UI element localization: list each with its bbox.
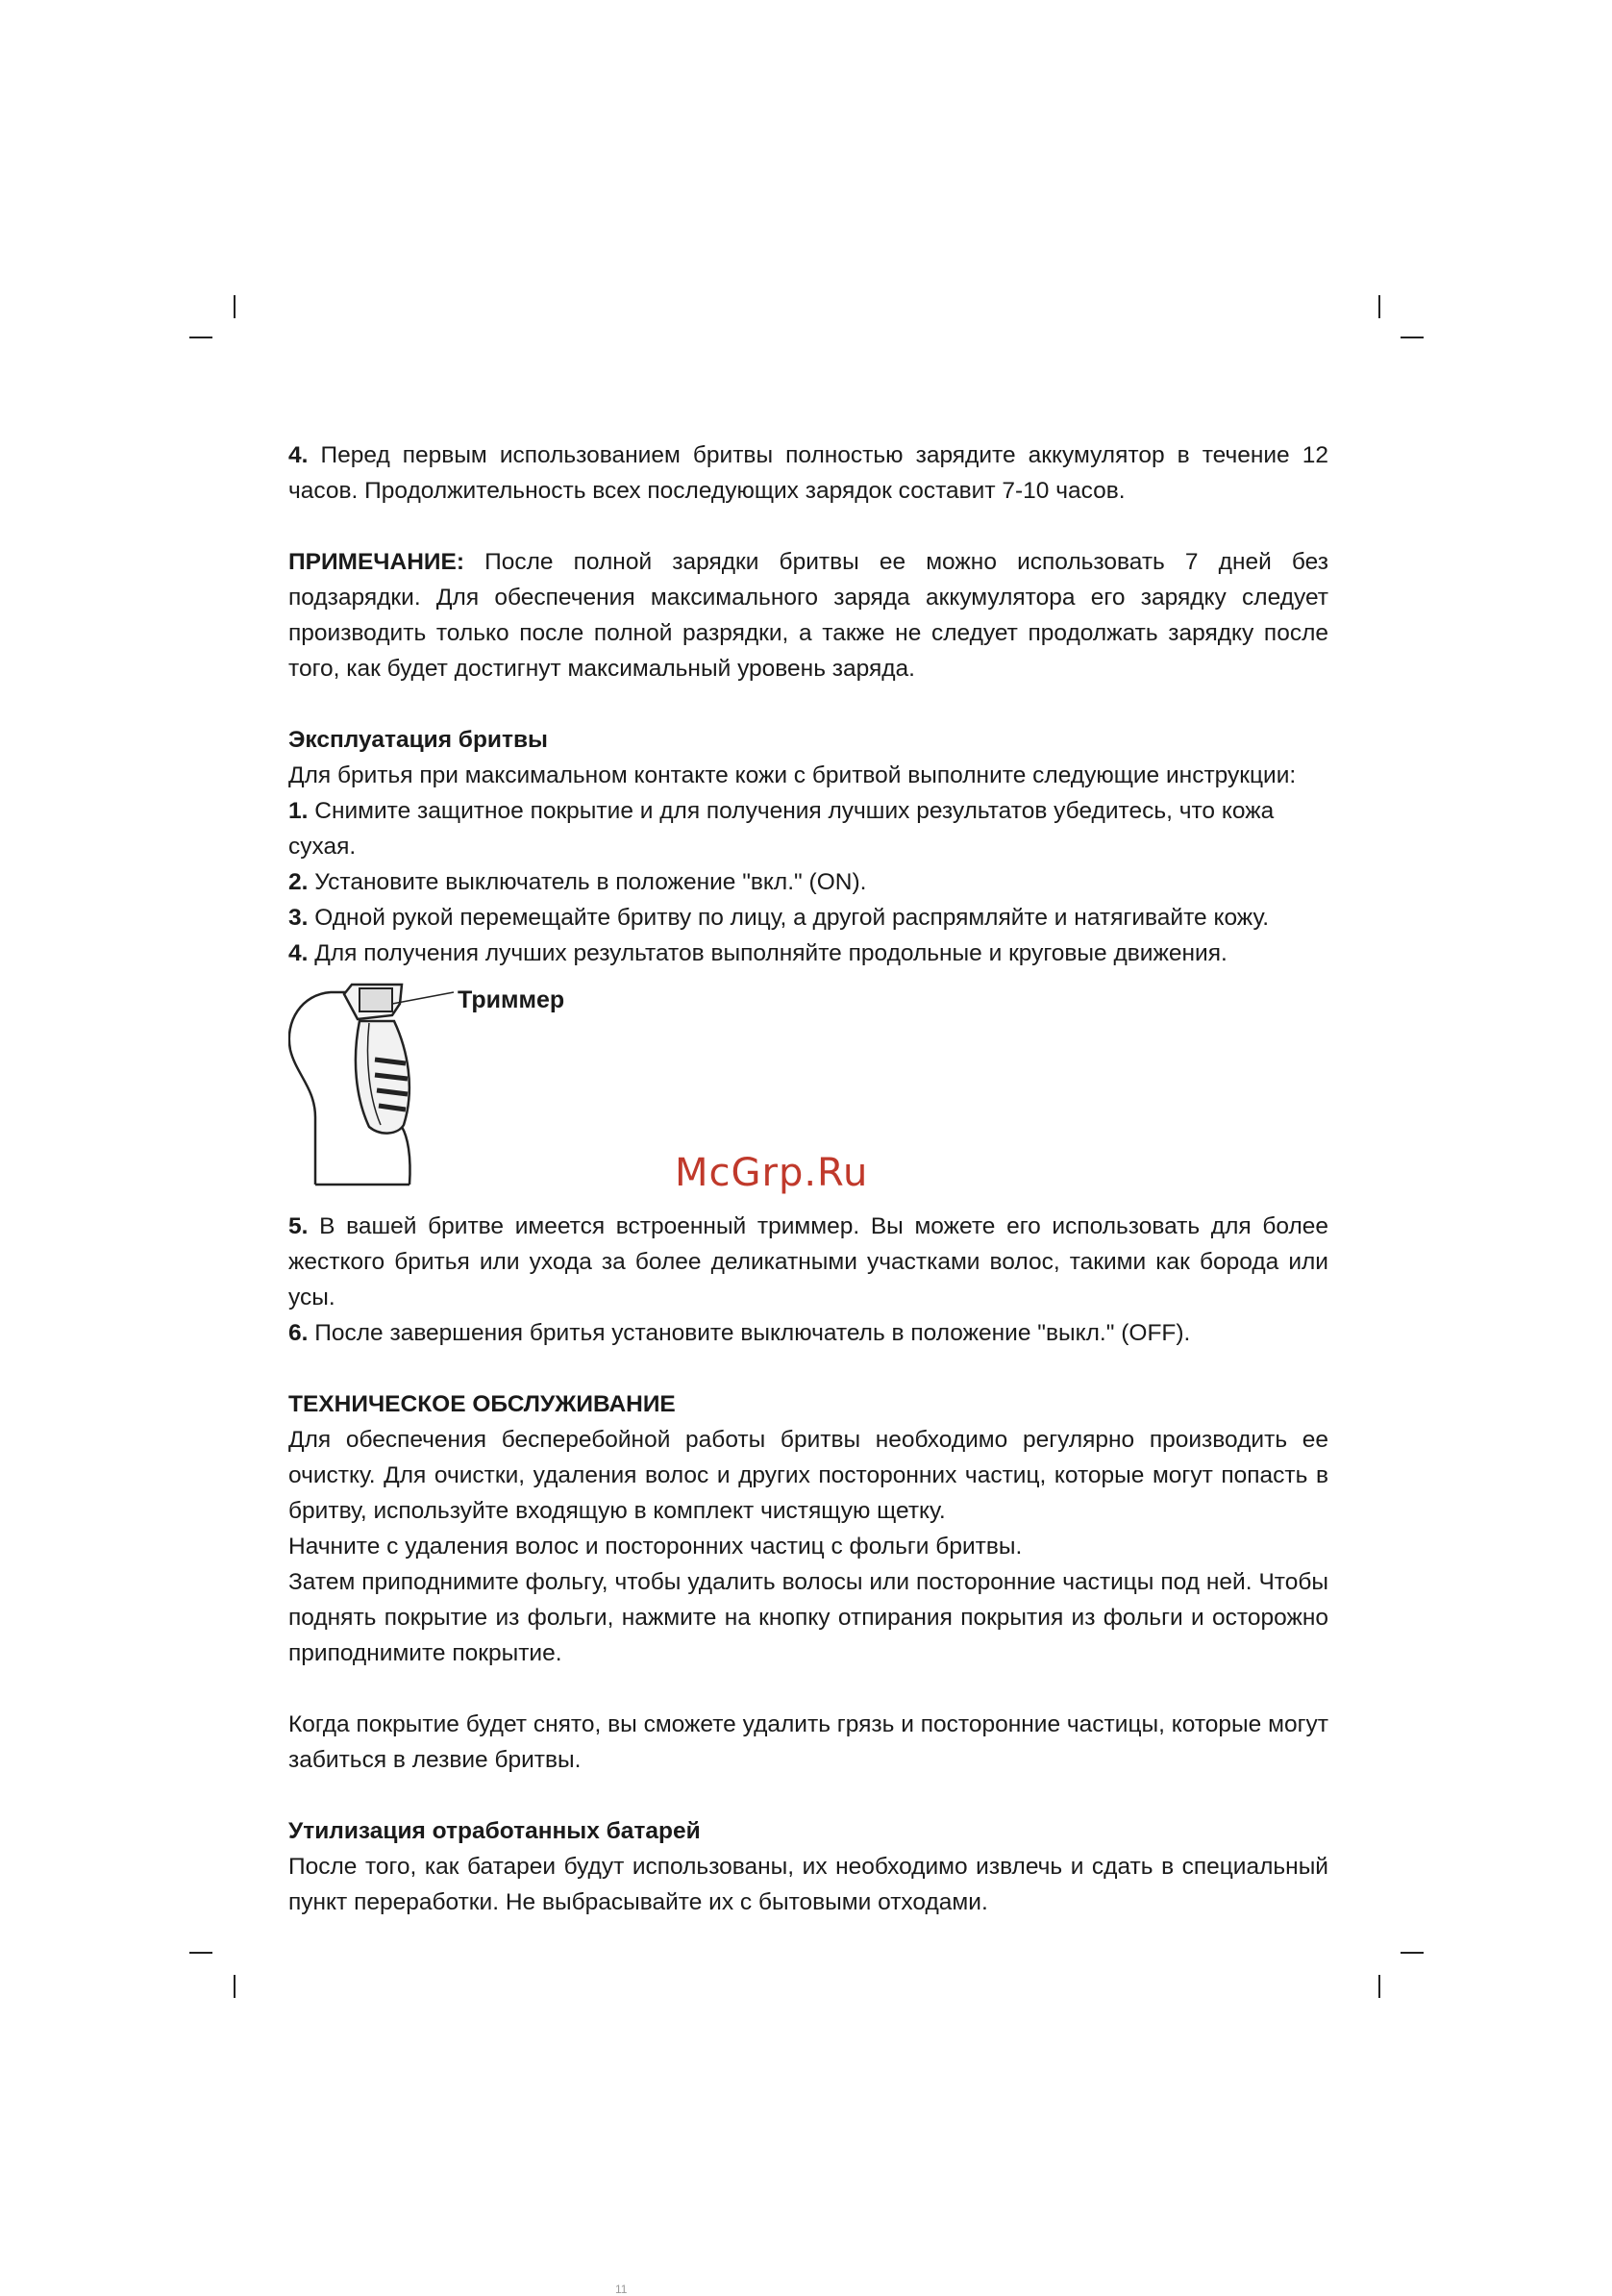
shaver-illustration (288, 983, 461, 1197)
crop-mark-bottom-right-v (1378, 1975, 1380, 1998)
operation-intro: Для бритья при максимальном контакте кожи с бритвой выполните следующие инструкции: (288, 762, 1297, 788)
crop-mark-top-left-h (189, 337, 212, 338)
trimmer-figure (288, 983, 1328, 1197)
maintenance-paragraph: Начните с удаления волос и посторонних частиц с фольги бритвы. (288, 1534, 1023, 1560)
watermark-text: McGrp.Ru (675, 1151, 869, 1195)
document-body (288, 437, 1328, 1920)
charge-instruction: 4. Перед первым использованием бритвы полностью зарядите аккумулятор в течение 12 часов. Продолжительность всех последующих зарядок составит 7-10 часов. (288, 442, 1328, 504)
operation-step: 3. Одной рукой перемещайте бритву по лицу, а другой распрямляйте и натягивайте кожу. (288, 905, 1270, 931)
note-paragraph: ПРИМЕЧАНИЕ: После полной зарядки бритвы ее можно использовать 7 дней без подзарядки. Для обеспечения максимального заряда аккумулятора его зарядку следует производить только после полной разрядки, а также не следует продолжать зарядку после того, как будет достигнут максимальный уровень заряда. (288, 549, 1328, 682)
maintenance-paragraph: Когда покрытие будет снято, вы сможете удалить грязь и посторонние частицы, которые могут забиться в лезвие бритвы. (288, 1711, 1328, 1773)
maintenance-paragraph: Затем приподнимите фольгу, чтобы удалить волосы или посторонние частицы под ней. Чтобы поднять покрытие из фольги, нажмите на кнопку отпирания покрытия из фольги и осторожно приподнимите покрытие. (288, 1569, 1328, 1666)
trimmer-label: Триммер (458, 986, 565, 1013)
trimmer-instruction: 5. В вашей бритве имеется встроенный триммер. Вы можете его использовать для более жесткого бритья или ухода за более деликатными участками волос, такими как борода или усы. (288, 1213, 1328, 1310)
operation-step: 1. Снимите защитное покрытие и для получения лучших результатов убедитесь, что кожа сухая. (288, 798, 1275, 860)
crop-mark-bottom-left-h (189, 1952, 212, 1954)
page-number: 11 (615, 2283, 628, 2296)
operation-heading: Эксплуатация бритвы (288, 727, 548, 753)
maintenance-heading: ТЕХНИЧЕСКОЕ ОБСЛУЖИВАНИЕ (288, 1391, 676, 1417)
operation-step: 4. Для получения лучших результатов выполняйте продольные и круговые движения. (288, 940, 1228, 966)
crop-mark-bottom-left-v (234, 1975, 236, 1998)
disposal-heading: Утилизация отработанных батарей (288, 1818, 701, 1844)
operation-step: 2. Установите выключатель в положение "вкл." (ON). (288, 869, 867, 895)
maintenance-paragraph: Для обеспечения бесперебойной работы бритвы необходимо регулярно производить ее очистку. Для очистки, удаления волос и других посторонних частиц, которые могут попасть в бритву, используйте входящую в комплект чистящую щетку. (288, 1427, 1328, 1524)
crop-mark-top-right-h (1401, 337, 1424, 338)
crop-mark-bottom-right-h (1401, 1952, 1424, 1954)
crop-mark-top-right-v (1378, 295, 1380, 318)
switch-off-instruction: 6. После завершения бритья установите выключатель в положение "выкл." (OFF). (288, 1320, 1191, 1346)
disposal-paragraph: После того, как батареи будут использованы, их необходимо извлечь и сдать в специальный пункт переработки. Не выбрасывайте их с бытовыми отходами. (288, 1854, 1328, 1915)
crop-mark-top-left-v (234, 295, 236, 318)
